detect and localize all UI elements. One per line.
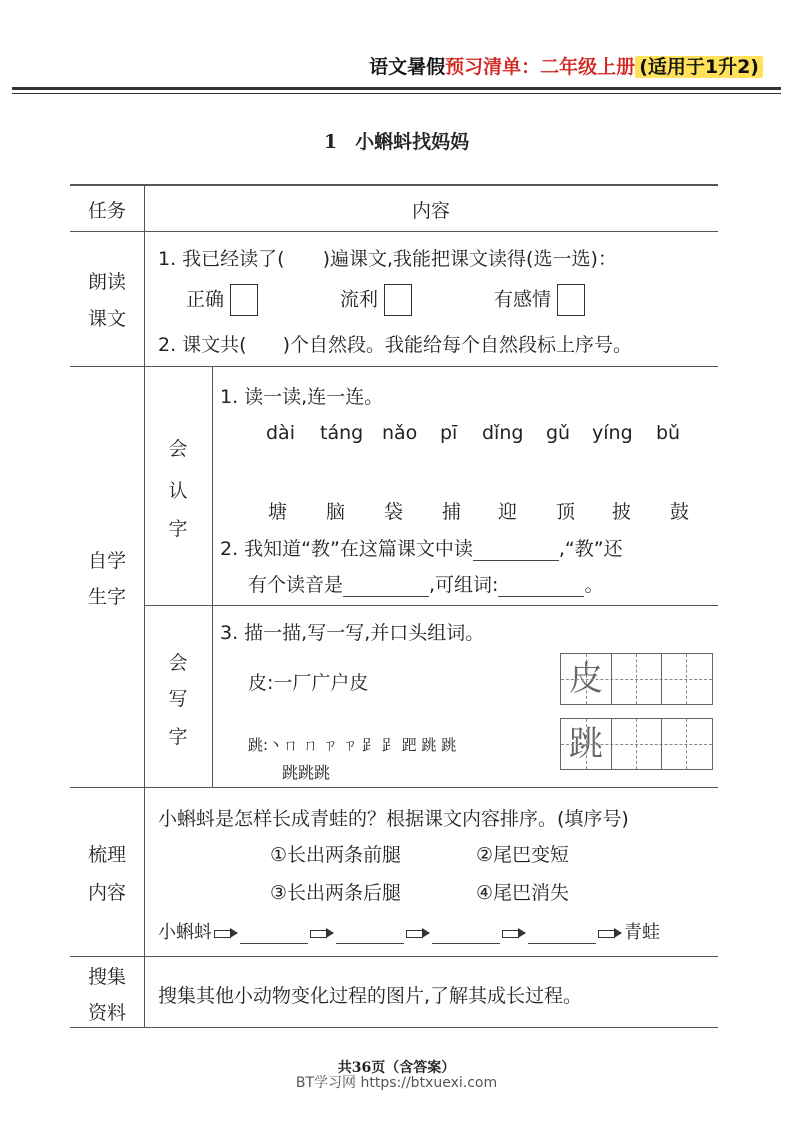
arrow-icon [310,928,334,938]
tiao-strokes-2: 跳跳跳 [282,763,331,782]
grid-dash [636,654,637,704]
read-q2 [158,330,632,357]
grid-line [611,719,612,769]
selfstudy-q2-d: ,可组词: [429,574,499,596]
read-q1-a: 1. 我已经读了( [158,248,285,270]
write-label-1: 会 [168,652,188,674]
hanzi-item[interactable]: 顶 [556,501,576,523]
read-label-2: 课文 [87,308,126,330]
selfstudy-q2-a: 2. 我知道“教”在这篇课文中读 [220,538,473,560]
grid-dash [686,719,687,769]
organize-label-2: 内容 [87,882,126,904]
selfstudy-label-1: 自学 [87,550,126,572]
pinyin-item[interactable]: nǎo [382,422,418,444]
pi-strokes: 皮:⼀厂广户皮 [248,672,369,694]
header-part1: 语文暑假 [369,56,446,78]
column-divider [144,184,145,1027]
hanzi-item[interactable]: 迎 [498,501,518,523]
writing-grid-pi[interactable] [560,653,713,705]
hanzi-item[interactable]: 捕 [442,501,462,523]
hanzi-item[interactable]: 脑 [326,501,346,523]
grid-char-pi: 皮 [569,659,603,699]
organize-sequence [158,918,660,944]
recognize-label-2: 认 [168,480,188,502]
writing-grid-tiao[interactable] [560,718,713,770]
selfstudy-q2-c: 有个读音是 [248,574,344,596]
grid-char-tiao: 跳 [569,724,603,764]
grid-dash [586,719,587,769]
sub-column-divider [212,366,213,787]
checkbox-emotion[interactable] [557,284,585,316]
read-opt3-label: 有感情 [494,288,552,311]
pinyin-item[interactable]: dài [266,422,295,444]
arrow-icon [406,928,430,938]
table-top-border [70,184,718,186]
pinyin-item[interactable]: pī [440,422,458,444]
word-blank[interactable] [498,574,584,597]
row-divider [70,956,718,957]
read-q2-a: 2. 课文共( [158,334,247,356]
grid-dash [636,719,637,769]
recognize-label-3: 字 [168,518,188,540]
read-q1-b: )遍课文,我能把课文读得(选一选)： [322,248,617,270]
col-task-header: 任务 [87,200,126,222]
checkbox-correct[interactable] [230,284,258,316]
sequence-end: 青蛙 [624,922,660,943]
selfstudy-q3: 3. 描一描,写一写,并口头组词。 [220,622,485,644]
selfstudy-q1: 1. 读一读,连一连。 [220,386,384,408]
sub-row-divider [144,605,718,606]
hanzi-item[interactable]: 袋 [384,501,404,523]
hanzi-item[interactable]: 披 [612,501,632,523]
arrow-icon [502,928,526,938]
page-count: 共36页（含答案） [337,1060,456,1076]
row-divider [70,366,718,367]
read-opt2 [340,284,412,316]
organize-opt2: ②尾巴变短 [476,844,570,866]
page-header [369,52,763,79]
lesson-number: 1 [323,131,338,153]
row-divider [70,787,718,788]
hanzi-item[interactable]: 塘 [268,501,288,523]
tiao-strokes: 跳:丶ㄇ ㄇ ㄗ ㄗ 𧾷 𧾷 跁 跳 跳 [248,736,457,754]
selfstudy-label-2: 生字 [87,586,126,608]
row-divider [70,231,718,232]
sequence-start: 小蝌蚪 [158,922,212,943]
write-label-3: 字 [168,726,188,748]
sequence-blank-3[interactable] [432,923,500,944]
pinyin-item[interactable]: dǐng [482,422,524,444]
grid-line [611,654,612,704]
read-opt1-label: 正确 [186,288,225,311]
write-label-2: 写 [168,688,188,710]
read-opt2-label: 流利 [340,288,379,311]
collect-text: 搜集其他小动物变化过程的图片,了解其成长过程。 [158,985,583,1007]
grid-dash [586,654,587,704]
header-rule-thick [12,87,781,90]
selfstudy-q2-line2 [248,570,603,597]
sequence-blank-1[interactable] [240,923,308,944]
sequence-blank-2[interactable] [336,923,404,944]
selfstudy-q2-b: ,“教”还 [558,538,623,560]
organize-question: 小蝌蚪是怎样长成青蛙的？根据课文内容排序。(填序号) [158,808,629,830]
col-content-header: 内容 [411,200,450,222]
organize-opt3: ③长出两条后腿 [270,882,402,904]
other-pronunciation-blank[interactable] [343,574,429,597]
organize-opt1: ①长出两条前腿 [270,844,402,866]
read-label-1: 朗读 [87,271,126,293]
pinyin-item[interactable]: yíng [592,422,633,444]
pinyin-item[interactable]: gǔ [546,422,571,444]
organize-label-1: 梳理 [87,844,126,866]
arrow-icon [598,928,622,938]
lesson-title [0,127,793,154]
sequence-blank-4[interactable] [528,923,596,944]
recognize-label-1: 会 [168,438,188,460]
pinyin-item[interactable]: táng [320,422,364,444]
checkbox-fluent[interactable] [384,284,412,316]
header-part3: (适用于1升2) [635,56,763,78]
organize-opt4: ④尾巴消失 [476,882,570,904]
pinyin-item[interactable]: bǔ [656,422,681,444]
header-part2: 预习清单：二年级上册 [445,56,636,78]
collect-label-1: 搜集 [87,966,126,988]
grid-line [661,654,662,704]
grid-line [661,719,662,769]
table-bottom-border [70,1027,718,1028]
collect-label-2: 资料 [87,1002,126,1024]
selfstudy-q2-line1 [220,534,623,561]
read-q1 [158,244,617,271]
lesson-name: 小蝌蚪找妈妈 [355,131,470,153]
pronunciation-blank[interactable] [473,538,559,561]
header-rule-thin [12,93,781,94]
arrow-icon [214,928,238,938]
read-q2-b: )个自然段。我能给每个自然段标上序号。 [282,334,633,356]
hanzi-item[interactable]: 鼓 [670,501,690,523]
selfstudy-q2-e: 。 [584,574,604,596]
watermark: BT学习网 https://btxuexi.com [295,1075,498,1091]
read-opt1 [186,284,258,316]
read-opt3 [494,284,585,316]
grid-dash [686,654,687,704]
